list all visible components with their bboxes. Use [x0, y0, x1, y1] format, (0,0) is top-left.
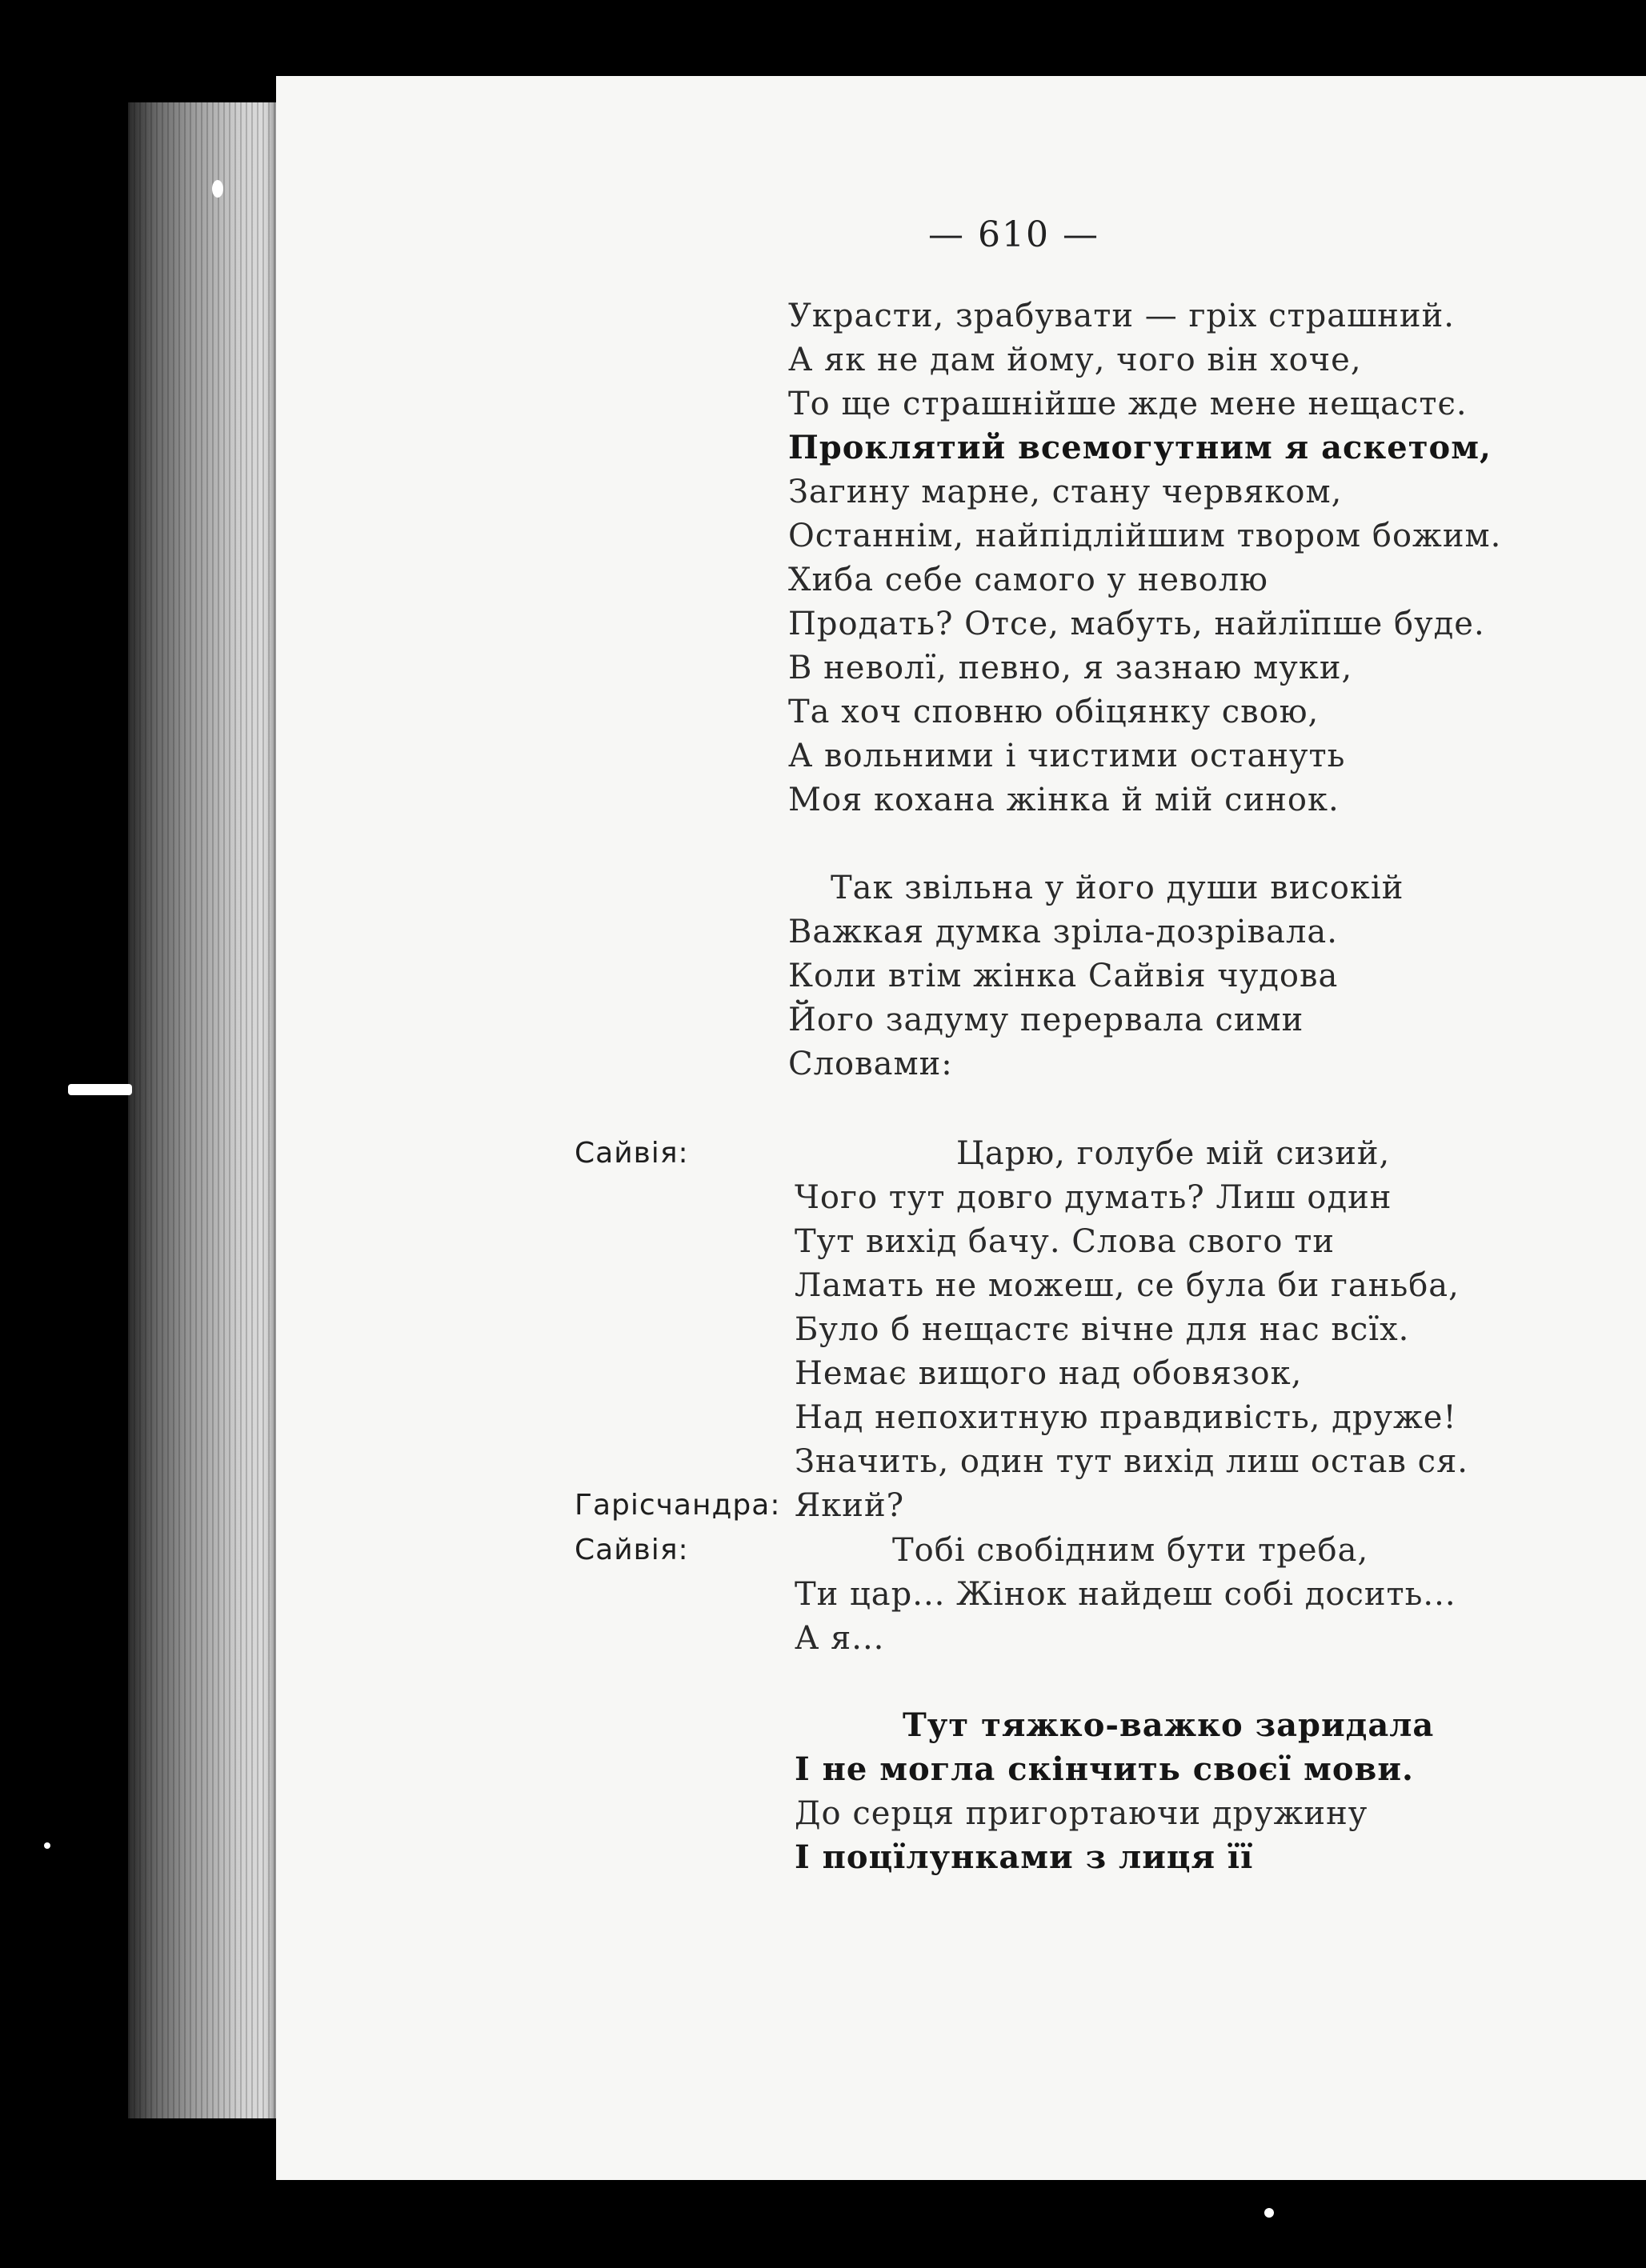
stanza1-line-5: Загину марне, стану червяком, — [788, 474, 1343, 510]
speech1-line-8: Значить, один тут вихід лиш остав ся. — [795, 1443, 1469, 1480]
stanza1-line-12: Моя кохана жінка й мій синок. — [788, 782, 1340, 818]
speech1-line-4: Ламать не можеш, се була би ганьба, — [795, 1267, 1460, 1304]
reply-line: Який? — [795, 1487, 905, 1524]
speech1-line-2: Чого тут довго думать? Лиш один — [795, 1179, 1392, 1216]
scan-speck — [44, 1842, 50, 1849]
stanza1-line-3: То ще страшнійше жде мене нещастє. — [788, 386, 1468, 422]
stanza2-line-5: Словами: — [788, 1046, 953, 1082]
page-edges — [128, 102, 288, 2118]
stanza2-line-1: Так звільна у його души високій — [831, 870, 1404, 906]
speech1-line-6: Немає вищого над обовязок, — [795, 1355, 1303, 1392]
stanza3-line-4: І поцїлунками з лиця її — [795, 1838, 1254, 1876]
speaker-harishchandra: Гарісчандра: — [575, 1489, 781, 1522]
speech1-line-5: Було б нещастє вічне для нас всїх. — [795, 1311, 1410, 1348]
stanza1-line-6: Останнім, найпідлійшим твором божим. — [788, 518, 1502, 554]
stanza1-line-11: А вольними і чистими остануть — [788, 738, 1346, 774]
scan-speck — [68, 1084, 132, 1095]
speech1-line-3: Тут вихід бачу. Слова свого ти — [795, 1223, 1335, 1260]
page-number: — 610 — — [928, 214, 1099, 255]
scan-speck — [212, 180, 223, 198]
scan-speck — [1264, 2208, 1274, 2218]
speaker-saivia-1: Сайвія: — [575, 1137, 689, 1170]
stanza1-line-9: В неволї, певно, я зазнаю муки, — [788, 650, 1353, 686]
stanza1-line-7: Хиба себе самого у неволю — [788, 562, 1268, 598]
stanza3-line-1: Тут тяжко-важко зaридала — [903, 1706, 1435, 1744]
speech2-line-2: Ти цар... Жінок найдеш собі досить... — [795, 1576, 1456, 1613]
stanza1-line-8: Продать? Отсе, мабуть, найлїпше буде. — [788, 606, 1485, 642]
stanza1-line-2: А як не дам йому, чого він хоче, — [788, 342, 1362, 378]
stanza2-line-2: Важкая думка зріла-дозрівала. — [788, 914, 1338, 950]
speech1-line-7: Над непохитную правдивість, друже! — [795, 1399, 1457, 1436]
speech1-line-1: Царю, голубе мій сизий, — [956, 1135, 1391, 1172]
speech2-line-3: А я... — [795, 1620, 885, 1657]
stanza2-line-3: Коли втім жінка Сайвія чудова — [788, 958, 1339, 994]
speaker-saivia-2: Сайвія: — [575, 1534, 689, 1566]
speech2-line-1: Тобі свобідним бути треба, — [892, 1532, 1369, 1569]
stanza1-line-1: Украсти, зрабувати — гріх страшний. — [788, 298, 1455, 334]
stanza3-line-3: До серця пригортаючи дружину — [795, 1795, 1368, 1832]
book-edge — [128, 102, 288, 2118]
stanza2-line-4: Його задуму перервала сими — [788, 1002, 1304, 1038]
stanza3-line-2: І не могла скінчить своєї мови. — [795, 1750, 1414, 1788]
stanza1-line-10: Та хоч сповню обіцянку свою, — [788, 694, 1320, 730]
stanza1-line-4: Проклятий всемогутним я аскетом, — [788, 429, 1492, 466]
